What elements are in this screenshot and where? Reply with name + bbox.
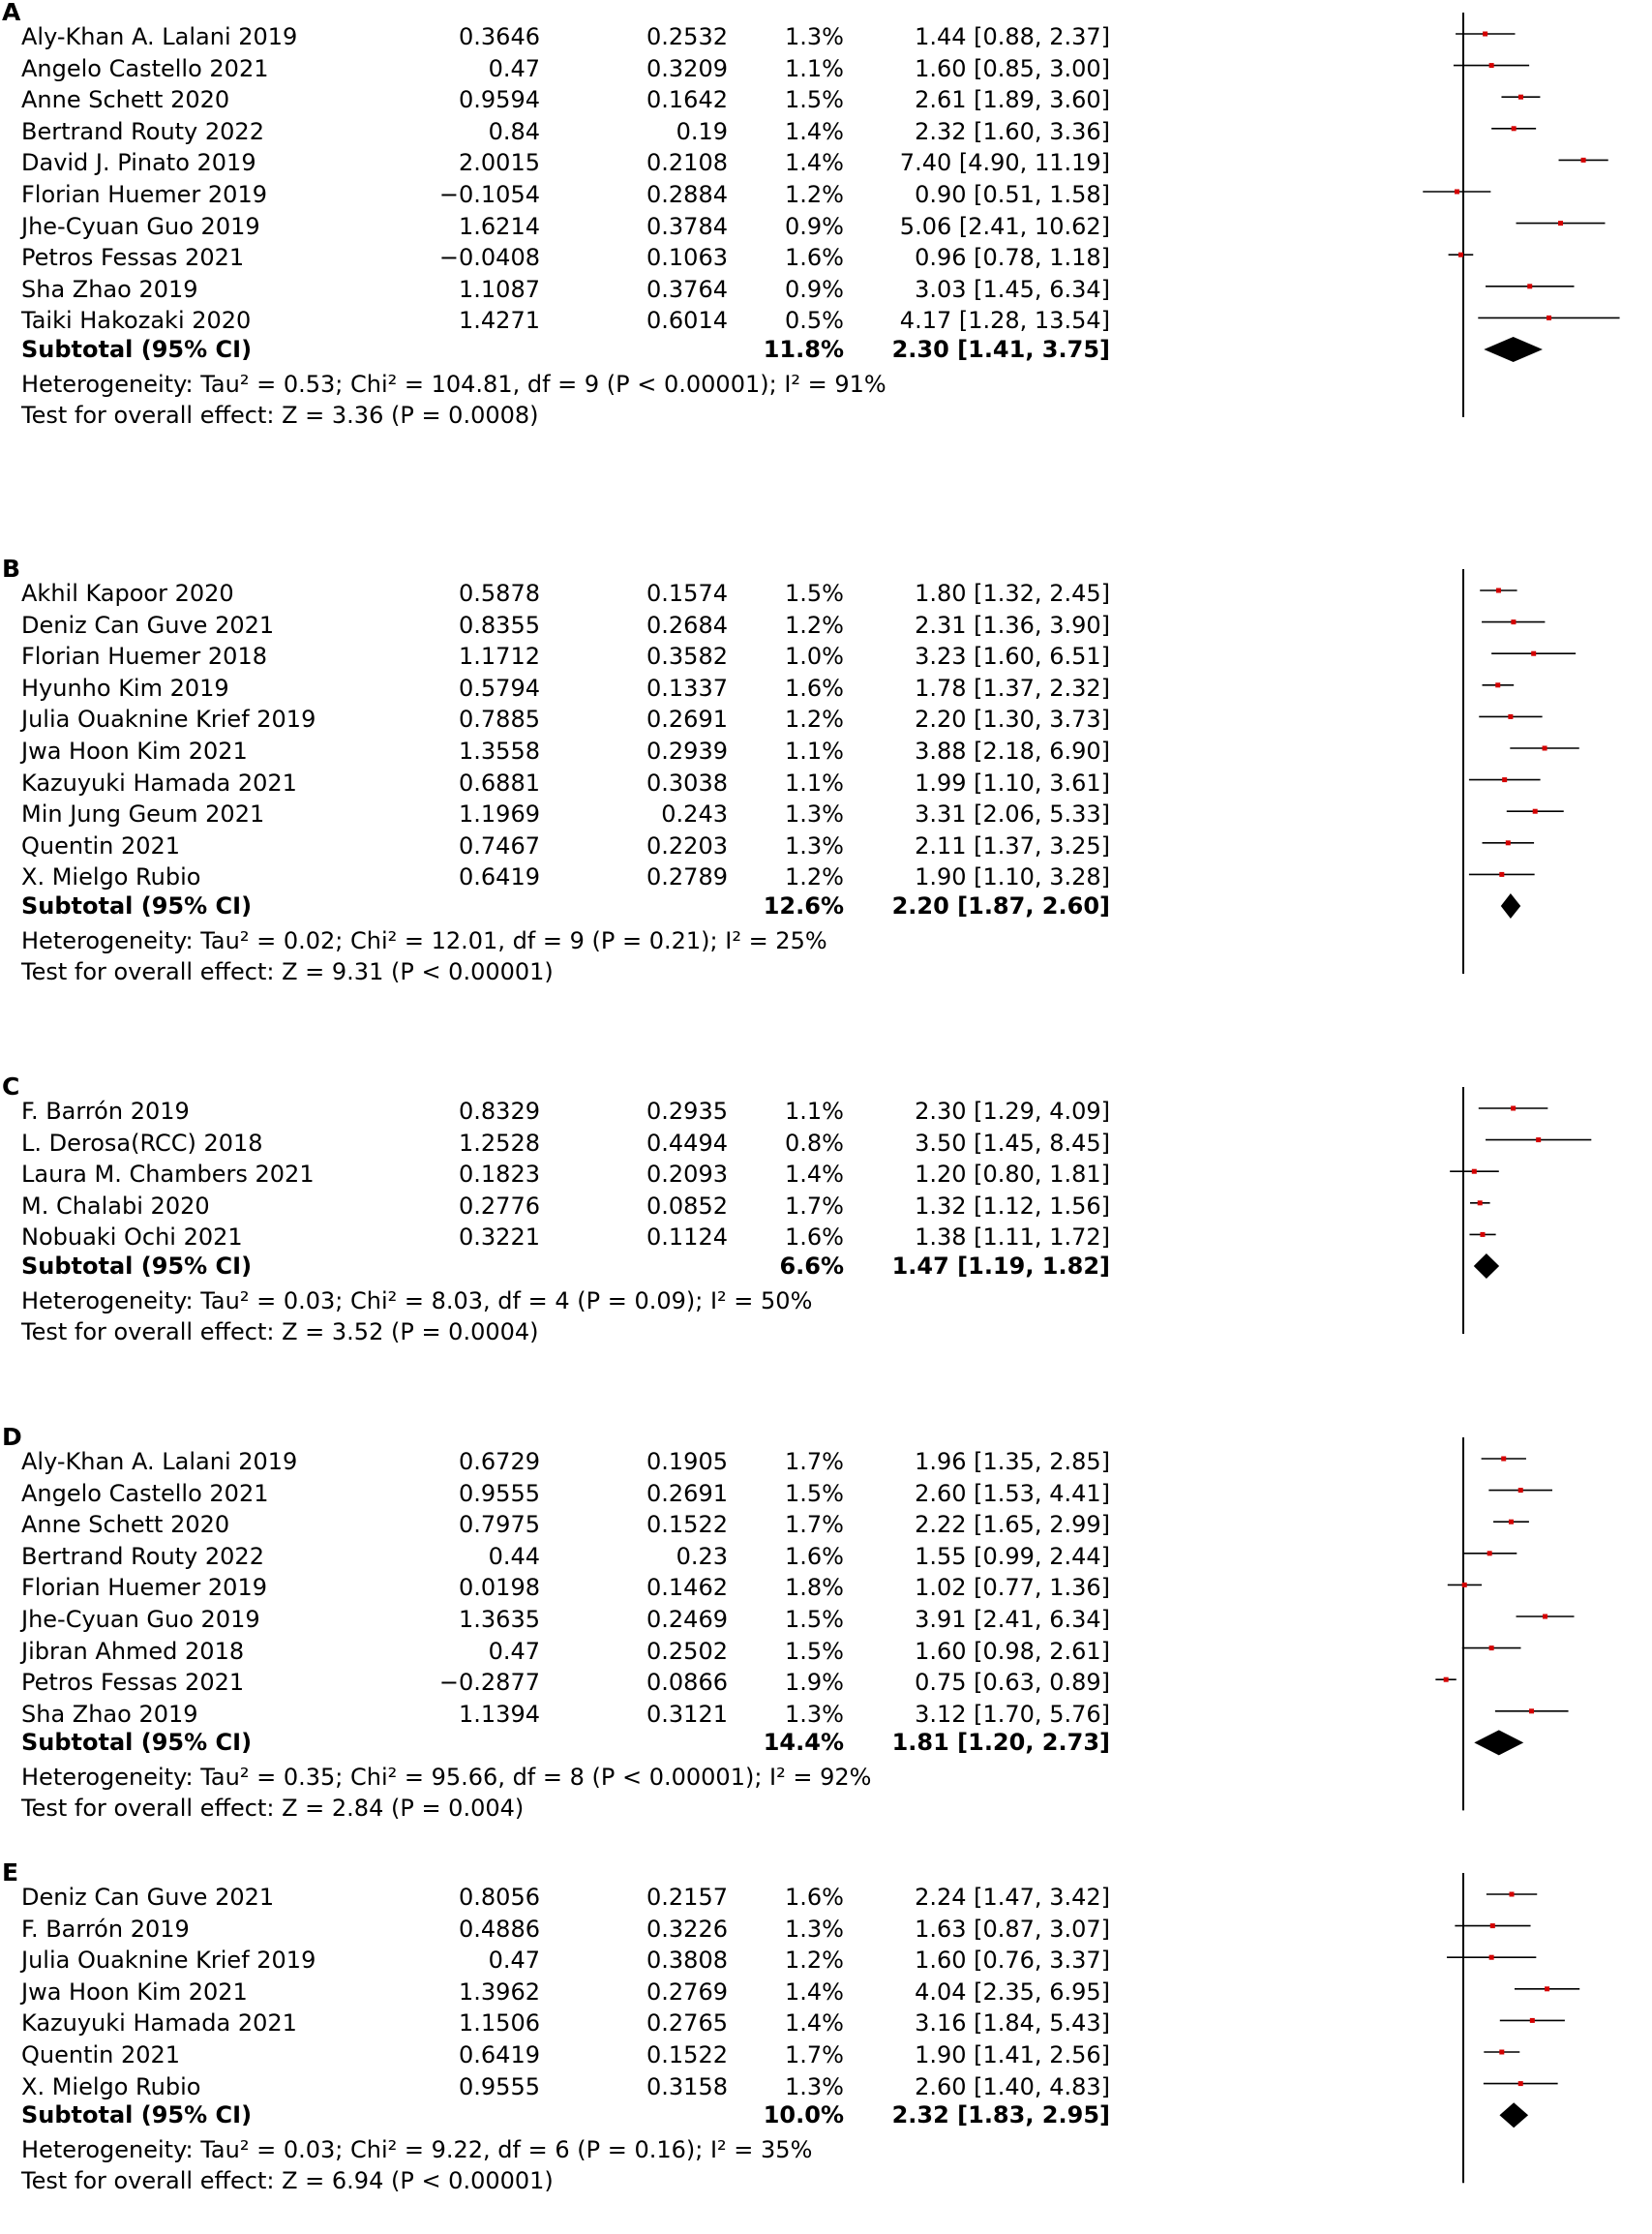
subtotal-label: Subtotal (95% CI) xyxy=(21,2101,253,2129)
point-estimate xyxy=(1511,1106,1516,1111)
study-weight: 1.4% xyxy=(785,2009,844,2038)
panel-label: E xyxy=(2,1858,19,1887)
study-name: Petros Fessas 2021 xyxy=(21,1669,245,1697)
study-se: 0.3121 xyxy=(646,1700,728,1728)
study-se: 0.3784 xyxy=(646,212,728,240)
point-estimate xyxy=(1527,284,1532,288)
study-weight: 1.6% xyxy=(785,1223,844,1252)
study-log-hr: 0.0198 xyxy=(459,1574,540,1602)
heterogeneity-text: Heterogeneity: Tau² = 0.35; Chi² = 95.66, df = 8 (P < 0.00001); I² = 92% xyxy=(21,1764,872,1792)
study-log-hr: 1.6214 xyxy=(459,212,540,240)
point-estimate xyxy=(1518,1488,1523,1493)
study-se: 0.2765 xyxy=(646,2009,728,2038)
study-log-hr: 0.1823 xyxy=(459,1161,540,1189)
study-se: 0.2532 xyxy=(646,23,728,50)
point-estimate xyxy=(1495,682,1500,687)
study-se: 0.3209 xyxy=(646,54,728,82)
study-weight: 1.3% xyxy=(785,2072,844,2100)
study-name: Florian Huemer 2018 xyxy=(21,643,267,671)
point-estimate xyxy=(1506,840,1511,845)
study-se: 0.6014 xyxy=(646,307,728,335)
point-estimate xyxy=(1510,1892,1515,1897)
subtotal-weight: 11.8% xyxy=(763,336,844,363)
study-se: 0.2769 xyxy=(646,1977,728,2006)
study-ci: 1.63 [0.87, 3.07] xyxy=(915,1915,1110,1943)
study-ci: 3.16 [1.84, 5.43] xyxy=(915,2009,1110,2038)
study-weight: 1.4% xyxy=(785,1161,844,1189)
study-ci: 1.60 [0.85, 3.00] xyxy=(915,54,1110,82)
study-log-hr: 2.0015 xyxy=(459,149,540,177)
subtotal-diamond xyxy=(1484,337,1543,362)
study-log-hr: 0.6729 xyxy=(459,1448,540,1475)
point-estimate xyxy=(1518,95,1523,100)
study-name: X. Mielgo Rubio xyxy=(21,863,201,891)
study-name: Angelo Castello 2021 xyxy=(21,1479,269,1507)
study-ci: 5.06 [2.41, 10.62] xyxy=(899,212,1110,240)
heterogeneity-text: Heterogeneity: Tau² = 0.02; Chi² = 12.01, df = 9 (P = 0.21); I² = 25% xyxy=(21,927,827,954)
study-ci: 1.38 [1.11, 1.72] xyxy=(915,1223,1110,1252)
study-name: Kazuyuki Hamada 2021 xyxy=(21,769,297,797)
study-se: 0.2502 xyxy=(646,1637,728,1665)
subtotal-label: Subtotal (95% CI) xyxy=(21,1729,253,1757)
study-ci: 1.44 [0.88, 2.37] xyxy=(915,23,1110,50)
study-name: M. Chalabi 2020 xyxy=(21,1192,210,1220)
study-name: Jhe-Cyuan Guo 2019 xyxy=(21,212,260,240)
study-ci: 1.55 [0.99, 2.44] xyxy=(915,1542,1110,1570)
study-ci: 3.12 [1.70, 5.76] xyxy=(915,1700,1110,1728)
study-log-hr: 0.5794 xyxy=(459,674,540,702)
study-ci: 3.50 [1.45, 8.45] xyxy=(915,1129,1110,1157)
study-weight: 1.1% xyxy=(785,738,844,765)
study-weight: 1.4% xyxy=(785,117,844,145)
study-se: 0.23 xyxy=(676,1542,728,1570)
study-name: Anne Schett 2020 xyxy=(21,1511,230,1539)
study-weight: 1.3% xyxy=(785,800,844,829)
study-name: Min Jung Geum 2021 xyxy=(21,800,265,829)
study-log-hr: 0.7975 xyxy=(459,1511,540,1539)
study-log-hr: 0.47 xyxy=(488,1947,540,1975)
subtotal-diamond xyxy=(1499,2102,1528,2128)
point-estimate xyxy=(1531,651,1536,656)
study-weight: 1.3% xyxy=(785,23,844,50)
point-estimate xyxy=(1455,190,1459,195)
study-se: 0.0866 xyxy=(646,1669,728,1697)
heterogeneity-text: Heterogeneity: Tau² = 0.53; Chi² = 104.81, df = 9 (P < 0.00001); I² = 91% xyxy=(21,371,886,398)
subtotal-label: Subtotal (95% CI) xyxy=(21,336,253,363)
study-log-hr: −0.1054 xyxy=(438,181,540,208)
study-weight: 1.7% xyxy=(785,1448,844,1475)
study-ci: 1.02 [0.77, 1.36] xyxy=(915,1574,1110,1602)
study-se: 0.4494 xyxy=(646,1129,728,1157)
study-name: Florian Huemer 2019 xyxy=(21,181,267,208)
study-ci: 1.96 [1.35, 2.85] xyxy=(915,1448,1110,1475)
study-name: Jwa Hoon Kim 2021 xyxy=(21,738,248,765)
study-name: X. Mielgo Rubio xyxy=(21,2072,201,2100)
study-log-hr: 0.9555 xyxy=(459,1479,540,1507)
study-se: 0.3808 xyxy=(646,1947,728,1975)
point-estimate xyxy=(1518,2081,1523,2086)
study-log-hr: 1.1394 xyxy=(459,1700,540,1728)
study-weight: 1.1% xyxy=(785,54,844,82)
study-se: 0.1522 xyxy=(646,2041,728,2068)
study-ci: 3.23 [1.60, 6.51] xyxy=(915,643,1110,671)
study-ci: 2.60 [1.40, 4.83] xyxy=(915,2072,1110,2100)
point-estimate xyxy=(1478,1200,1483,1205)
point-estimate xyxy=(1489,1645,1494,1650)
study-se: 0.2789 xyxy=(646,863,728,891)
study-log-hr: 0.7467 xyxy=(459,831,540,860)
point-estimate xyxy=(1489,1955,1494,1960)
study-log-hr: 0.44 xyxy=(488,1542,540,1570)
point-estimate xyxy=(1458,253,1463,257)
subtotal-ci: 2.30 [1.41, 3.75] xyxy=(891,336,1110,363)
study-weight: 1.2% xyxy=(785,611,844,639)
study-weight: 1.7% xyxy=(785,2041,844,2068)
point-estimate xyxy=(1489,63,1494,68)
study-weight: 1.6% xyxy=(785,244,844,272)
study-name: Petros Fessas 2021 xyxy=(21,244,245,272)
study-name: L. Derosa(RCC) 2018 xyxy=(21,1129,263,1157)
study-weight: 1.5% xyxy=(785,1606,844,1633)
point-estimate xyxy=(1545,1986,1549,1991)
study-se: 0.19 xyxy=(676,117,728,145)
study-se: 0.1905 xyxy=(646,1448,728,1475)
study-weight: 1.2% xyxy=(785,863,844,891)
study-ci: 2.60 [1.53, 4.41] xyxy=(915,1479,1110,1507)
study-ci: 1.99 [1.10, 3.61] xyxy=(915,769,1110,797)
study-log-hr: 0.9555 xyxy=(459,2072,540,2100)
study-ci: 1.32 [1.12, 1.56] xyxy=(915,1192,1110,1220)
study-weight: 1.6% xyxy=(785,1542,844,1570)
point-estimate xyxy=(1536,1137,1541,1142)
forest-plot-panel-d xyxy=(1394,1425,1652,1810)
study-ci: 3.03 [1.45, 6.34] xyxy=(915,275,1110,303)
panel-label: B xyxy=(2,555,21,583)
study-log-hr: 0.84 xyxy=(488,117,540,145)
study-name: Sha Zhao 2019 xyxy=(21,1700,198,1728)
study-weight: 0.9% xyxy=(785,275,844,303)
study-ci: 1.20 [0.80, 1.81] xyxy=(915,1161,1110,1189)
study-ci: 2.61 [1.89, 3.60] xyxy=(915,86,1110,114)
point-estimate xyxy=(1499,872,1504,877)
study-ci: 1.90 [1.41, 2.56] xyxy=(915,2041,1110,2068)
subtotal-diamond xyxy=(1474,1730,1523,1755)
study-log-hr: 1.2528 xyxy=(459,1129,540,1157)
study-se: 0.1063 xyxy=(646,244,728,272)
study-name: Bertrand Routy 2022 xyxy=(21,1542,264,1570)
point-estimate xyxy=(1444,1677,1449,1682)
study-ci: 7.40 [4.90, 11.19] xyxy=(899,149,1110,177)
study-ci: 1.60 [0.98, 2.61] xyxy=(915,1637,1110,1665)
point-estimate xyxy=(1509,1520,1514,1525)
study-name: Jibran Ahmed 2018 xyxy=(21,1637,245,1665)
study-log-hr: 0.6419 xyxy=(459,2041,540,2068)
point-estimate xyxy=(1529,1708,1534,1713)
study-log-hr: 1.4271 xyxy=(459,307,540,335)
study-log-hr: 1.1712 xyxy=(459,643,540,671)
study-se: 0.1574 xyxy=(646,580,728,607)
study-se: 0.2203 xyxy=(646,831,728,860)
study-weight: 1.2% xyxy=(785,181,844,208)
study-name: Bertrand Routy 2022 xyxy=(21,117,264,145)
study-se: 0.2939 xyxy=(646,738,728,765)
heterogeneity-text: Heterogeneity: Tau² = 0.03; Chi² = 9.22, df = 6 (P = 0.16); I² = 35% xyxy=(21,2136,813,2164)
point-estimate xyxy=(1501,1457,1506,1462)
point-estimate xyxy=(1533,809,1538,814)
overall-effect-text: Test for overall effect: Z = 6.94 (P < 0.00001) xyxy=(21,2167,554,2195)
point-estimate xyxy=(1558,221,1563,226)
study-weight: 1.3% xyxy=(785,831,844,860)
subtotal-weight: 14.4% xyxy=(763,1729,844,1757)
subtotal-weight: 10.0% xyxy=(763,2101,844,2129)
forest-plot-panel-c xyxy=(1394,1074,1652,1334)
panel-label: D xyxy=(2,1423,22,1451)
point-estimate xyxy=(1483,32,1487,37)
study-weight: 1.5% xyxy=(785,1637,844,1665)
study-ci: 2.32 [1.60, 3.36] xyxy=(915,117,1110,145)
study-weight: 1.0% xyxy=(785,643,844,671)
overall-effect-text: Test for overall effect: Z = 3.36 (P = 0.0008) xyxy=(21,402,539,429)
study-weight: 1.7% xyxy=(785,1192,844,1220)
study-weight: 1.2% xyxy=(785,706,844,734)
study-name: Julia Ouaknine Krief 2019 xyxy=(21,1947,316,1975)
study-weight: 1.1% xyxy=(785,769,844,797)
study-ci: 4.17 [1.28, 13.54] xyxy=(899,307,1110,335)
study-name: Aly-Khan A. Lalani 2019 xyxy=(21,1448,298,1475)
subtotal-ci: 1.81 [1.20, 2.73] xyxy=(891,1729,1110,1757)
study-log-hr: 0.3221 xyxy=(459,1223,540,1252)
study-name: F. Barrón 2019 xyxy=(21,1915,190,1943)
study-weight: 0.5% xyxy=(785,307,844,335)
subtotal-diamond xyxy=(1501,893,1520,919)
study-log-hr: 0.2776 xyxy=(459,1192,540,1220)
study-ci: 1.60 [0.76, 3.37] xyxy=(915,1947,1110,1975)
study-weight: 1.9% xyxy=(785,1669,844,1697)
study-weight: 1.4% xyxy=(785,1977,844,2006)
study-se: 0.3158 xyxy=(646,2072,728,2100)
study-weight: 0.9% xyxy=(785,212,844,240)
study-ci: 1.80 [1.32, 2.45] xyxy=(915,580,1110,607)
study-name: David J. Pinato 2019 xyxy=(21,149,256,177)
study-log-hr: 0.8329 xyxy=(459,1098,540,1125)
study-name: Nobuaki Ochi 2021 xyxy=(21,1223,243,1252)
study-ci: 2.24 [1.47, 3.42] xyxy=(915,1884,1110,1911)
study-se: 0.2884 xyxy=(646,181,728,208)
forest-plot-panel-e xyxy=(1394,1860,1652,2183)
study-weight: 1.8% xyxy=(785,1574,844,1602)
study-ci: 0.96 [0.78, 1.18] xyxy=(915,244,1110,272)
point-estimate xyxy=(1490,1923,1495,1928)
study-ci: 2.22 [1.65, 2.99] xyxy=(915,1511,1110,1539)
study-name: Jwa Hoon Kim 2021 xyxy=(21,1977,248,2006)
study-weight: 1.3% xyxy=(785,1700,844,1728)
study-name: Quentin 2021 xyxy=(21,2041,181,2068)
study-weight: 1.5% xyxy=(785,580,844,607)
study-weight: 1.3% xyxy=(785,1915,844,1943)
study-ci: 1.78 [1.37, 2.32] xyxy=(915,674,1110,702)
point-estimate xyxy=(1547,316,1551,320)
heterogeneity-text: Heterogeneity: Tau² = 0.03; Chi² = 8.03, df = 4 (P = 0.09); I² = 50% xyxy=(21,1287,813,1314)
point-estimate xyxy=(1581,158,1586,163)
study-log-hr: 1.1969 xyxy=(459,800,540,829)
study-se: 0.2691 xyxy=(646,1479,728,1507)
study-log-hr: 0.8355 xyxy=(459,611,540,639)
study-log-hr: 1.3635 xyxy=(459,1606,540,1633)
study-name: Hyunho Kim 2019 xyxy=(21,674,229,702)
subtotal-weight: 6.6% xyxy=(779,1253,844,1280)
study-se: 0.2691 xyxy=(646,706,728,734)
study-se: 0.2935 xyxy=(646,1098,728,1125)
study-log-hr: 1.1087 xyxy=(459,275,540,303)
study-log-hr: 0.5878 xyxy=(459,580,540,607)
study-se: 0.2469 xyxy=(646,1606,728,1633)
overall-effect-text: Test for overall effect: Z = 3.52 (P = 0.0004) xyxy=(21,1318,539,1345)
study-se: 0.1522 xyxy=(646,1511,728,1539)
study-weight: 1.1% xyxy=(785,1098,844,1125)
study-name: Sha Zhao 2019 xyxy=(21,275,198,303)
study-weight: 1.4% xyxy=(785,149,844,177)
point-estimate xyxy=(1472,1169,1477,1174)
study-log-hr: −0.2877 xyxy=(438,1669,540,1697)
study-name: Florian Huemer 2019 xyxy=(21,1574,267,1602)
study-ci: 2.11 [1.37, 3.25] xyxy=(915,831,1110,860)
subtotal-diamond xyxy=(1474,1253,1499,1279)
point-estimate xyxy=(1480,1232,1485,1237)
subtotal-ci: 2.32 [1.83, 2.95] xyxy=(891,2101,1110,2129)
panel-label: A xyxy=(2,0,21,26)
study-se: 0.1337 xyxy=(646,674,728,702)
point-estimate xyxy=(1496,589,1501,593)
study-log-hr: 0.9594 xyxy=(459,86,540,114)
study-weight: 1.7% xyxy=(785,1511,844,1539)
study-ci: 0.75 [0.63, 0.89] xyxy=(915,1669,1110,1697)
point-estimate xyxy=(1462,1583,1467,1587)
study-weight: 1.5% xyxy=(785,86,844,114)
study-weight: 1.2% xyxy=(785,1947,844,1975)
subtotal-label: Subtotal (95% CI) xyxy=(21,892,253,920)
study-se: 0.0852 xyxy=(646,1192,728,1220)
forest-plot-panel-a xyxy=(1394,0,1652,417)
study-se: 0.2093 xyxy=(646,1161,728,1189)
study-ci: 2.30 [1.29, 4.09] xyxy=(915,1098,1110,1125)
point-estimate xyxy=(1543,746,1547,751)
study-log-hr: 0.7885 xyxy=(459,706,540,734)
panel-label: C xyxy=(2,1072,20,1101)
study-weight: 1.6% xyxy=(785,674,844,702)
study-name: Laura M. Chambers 2021 xyxy=(21,1161,315,1189)
study-log-hr: 0.47 xyxy=(488,1637,540,1665)
study-se: 0.243 xyxy=(661,800,728,829)
point-estimate xyxy=(1511,619,1516,624)
study-log-hr: −0.0408 xyxy=(438,244,540,272)
study-name: Anne Schett 2020 xyxy=(21,86,230,114)
point-estimate xyxy=(1502,777,1507,782)
study-name: Taiki Hakozaki 2020 xyxy=(21,307,252,335)
study-ci: 0.90 [0.51, 1.58] xyxy=(915,181,1110,208)
study-ci: 2.31 [1.36, 3.90] xyxy=(915,611,1110,639)
subtotal-ci: 2.20 [1.87, 2.60] xyxy=(891,892,1110,920)
study-weight: 1.6% xyxy=(785,1884,844,1911)
study-se: 0.1124 xyxy=(646,1223,728,1252)
study-ci: 3.31 [2.06, 5.33] xyxy=(915,800,1110,829)
study-log-hr: 1.3558 xyxy=(459,738,540,765)
study-log-hr: 1.3962 xyxy=(459,1977,540,2006)
study-name: Quentin 2021 xyxy=(21,831,181,860)
study-log-hr: 0.3646 xyxy=(459,23,540,50)
study-name: Deniz Can Guve 2021 xyxy=(21,1884,275,1911)
study-se: 0.2157 xyxy=(646,1884,728,1911)
study-ci: 3.91 [2.41, 6.34] xyxy=(915,1606,1110,1633)
study-name: Aly-Khan A. Lalani 2019 xyxy=(21,23,298,50)
study-ci: 2.20 [1.30, 3.73] xyxy=(915,706,1110,734)
study-name: F. Barrón 2019 xyxy=(21,1098,190,1125)
subtotal-ci: 1.47 [1.19, 1.82] xyxy=(891,1253,1110,1280)
study-log-hr: 0.4886 xyxy=(459,1915,540,1943)
study-ci: 1.90 [1.10, 3.28] xyxy=(915,863,1110,891)
study-weight: 0.8% xyxy=(785,1129,844,1157)
overall-effect-text: Test for overall effect: Z = 2.84 (P = 0.004) xyxy=(21,1795,525,1823)
point-estimate xyxy=(1512,126,1517,131)
subtotal-weight: 12.6% xyxy=(763,892,844,920)
study-se: 0.1462 xyxy=(646,1574,728,1602)
study-log-hr: 1.1506 xyxy=(459,2009,540,2038)
overall-effect-text: Test for overall effect: Z = 9.31 (P < 0.00001) xyxy=(21,958,554,985)
study-name: Julia Ouaknine Krief 2019 xyxy=(21,706,316,734)
study-se: 0.3764 xyxy=(646,275,728,303)
study-se: 0.1642 xyxy=(646,86,728,114)
study-log-hr: 0.6881 xyxy=(459,769,540,797)
study-log-hr: 0.8056 xyxy=(459,1884,540,1911)
study-se: 0.2108 xyxy=(646,149,728,177)
study-name: Deniz Can Guve 2021 xyxy=(21,611,275,639)
study-weight: 1.5% xyxy=(785,1479,844,1507)
study-name: Kazuyuki Hamada 2021 xyxy=(21,2009,297,2038)
study-name: Jhe-Cyuan Guo 2019 xyxy=(21,1606,260,1633)
study-log-hr: 0.47 xyxy=(488,54,540,82)
study-ci: 4.04 [2.35, 6.95] xyxy=(915,1977,1110,2006)
point-estimate xyxy=(1487,1551,1492,1555)
study-ci: 3.88 [2.18, 6.90] xyxy=(915,738,1110,765)
study-log-hr: 0.6419 xyxy=(459,863,540,891)
study-name: Angelo Castello 2021 xyxy=(21,54,269,82)
forest-plot-panel-b xyxy=(1394,557,1652,974)
study-se: 0.2684 xyxy=(646,611,728,639)
study-se: 0.3582 xyxy=(646,643,728,671)
study-name: Akhil Kapoor 2020 xyxy=(21,580,234,607)
point-estimate xyxy=(1499,2050,1504,2055)
subtotal-label: Subtotal (95% CI) xyxy=(21,1253,253,1280)
point-estimate xyxy=(1508,714,1513,719)
study-se: 0.3226 xyxy=(646,1915,728,1943)
point-estimate xyxy=(1530,2018,1535,2023)
point-estimate xyxy=(1543,1615,1547,1619)
study-se: 0.3038 xyxy=(646,769,728,797)
